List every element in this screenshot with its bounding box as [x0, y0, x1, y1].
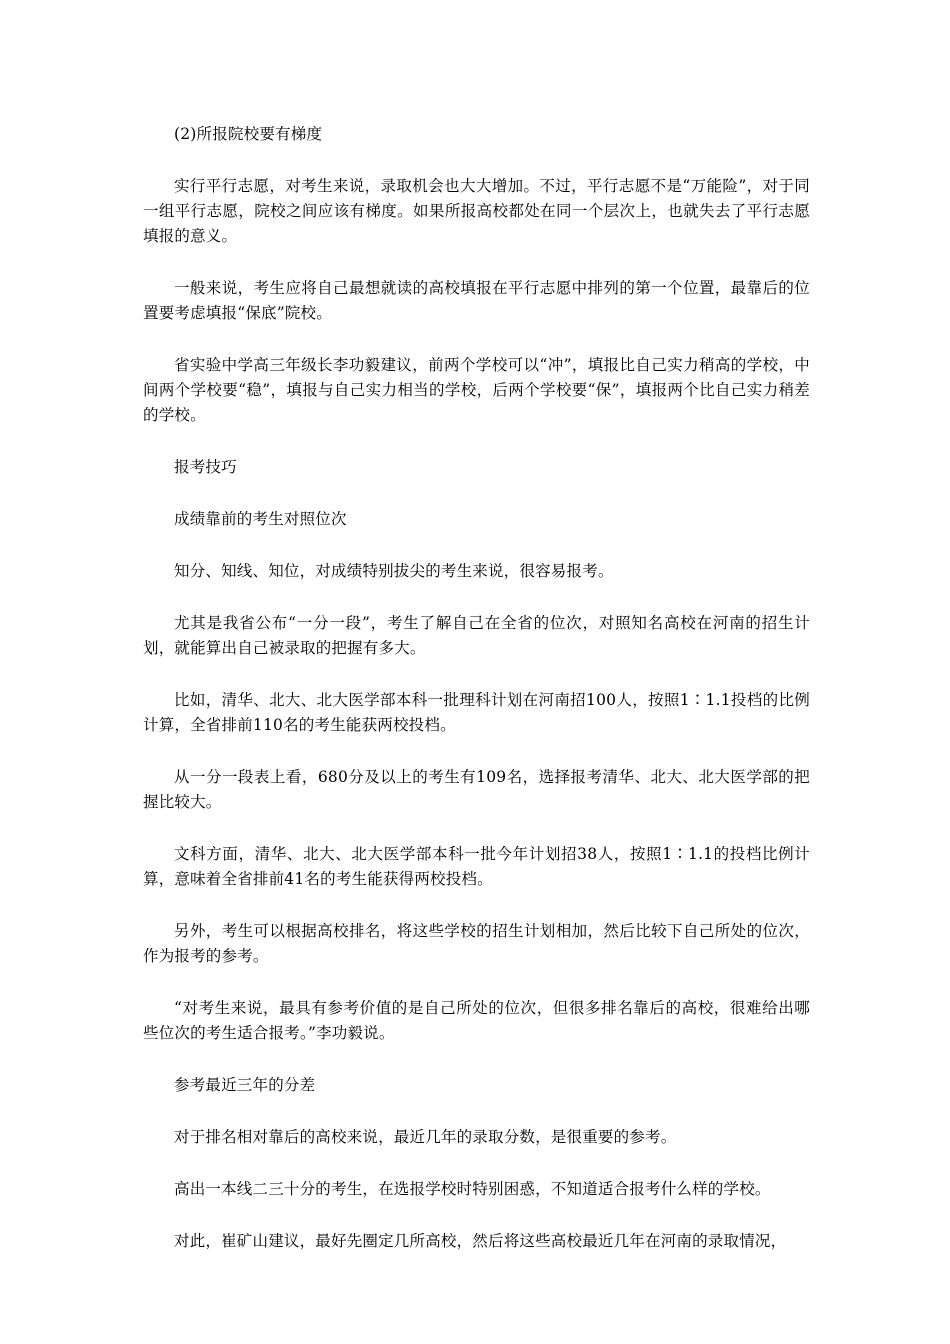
- paragraph: 文科方面，清华、北大、北大医学部本科一批今年计划招38人，按照1∶1.1的投档比例计算，意味着全省排前41名的考生能获得两校投档。: [143, 845, 810, 888]
- paragraph: 对于排名相对靠后的高校来说，最近几年的录取分数，是很重要的参考。: [174, 1128, 677, 1146]
- document-body: [143, 122, 810, 1254]
- quote-paragraph: “对考生来说，最具有参考价值的是自己所处的位次，但很多排名靠后的高校，很难给出哪些位次的考生适合报考。”李功毅说。: [143, 999, 810, 1042]
- paragraph: 省实验中学高三年级长李功毅建议，前两个学校可以“冲”，填报比自己实力稍高的学校，中间两个学校要“稳”，填报与自己实力相当的学校，后两个学校要“保”，填报两个比自己实力稍差的学校。: [143, 356, 810, 424]
- paragraph: 从一分一段表上看，680分及以上的考生有109名，选择报考清华、北大、北大医学部的把握比较大。: [143, 768, 810, 811]
- section-heading-gradient: (2)所报院校要有梯度: [174, 125, 323, 143]
- paragraph: 对此，崔矿山建议，最好先圈定几所高校，然后将这些高校最近几年在河南的录取情况，: [174, 1232, 787, 1250]
- paragraph: 尤其是我省公布“一分一段”，考生了解自己在全省的位次，对照知名高校在河南的招生计划，就能算出自己被录取的把握有多大。: [143, 614, 810, 657]
- section-heading-tips: 报考技巧: [174, 458, 237, 476]
- paragraph: 实行平行志愿，对考生来说，录取机会也大大增加。不过，平行志愿不是“万能险”，对于同一组平行志愿，院校之间应该有梯度。如果所报高校都处在同一个层次上，也就失去了平行志愿填报的意义。: [143, 177, 810, 245]
- paragraph: 比如，清华、北大、北大医学部本科一批理科计划在河南招100人，按照1∶1.1投档的比例计算，全省排前110名的考生能获两校投档。: [143, 691, 810, 734]
- paragraph: 一般来说，考生应将自己最想就读的高校填报在平行志愿中排列的第一个位置，最靠后的位置要考虑填报“保底”院校。: [143, 279, 810, 322]
- paragraph: 高出一本线二三十分的考生，在选报学校时特别困惑，不知道适合报考什么样的学校。: [174, 1180, 771, 1198]
- subheading-rank: 成绩靠前的考生对照位次: [174, 510, 347, 528]
- paragraph: 另外，考生可以根据高校排名，将这些学校的招生计划相加，然后比较下自己所处的位次，作为报考的参考。: [143, 922, 810, 965]
- paragraph: 知分、知线、知位，对成绩特别拔尖的考生来说，很容易报考。: [174, 562, 614, 580]
- subheading-score-gap: 参考最近三年的分差: [174, 1076, 316, 1094]
